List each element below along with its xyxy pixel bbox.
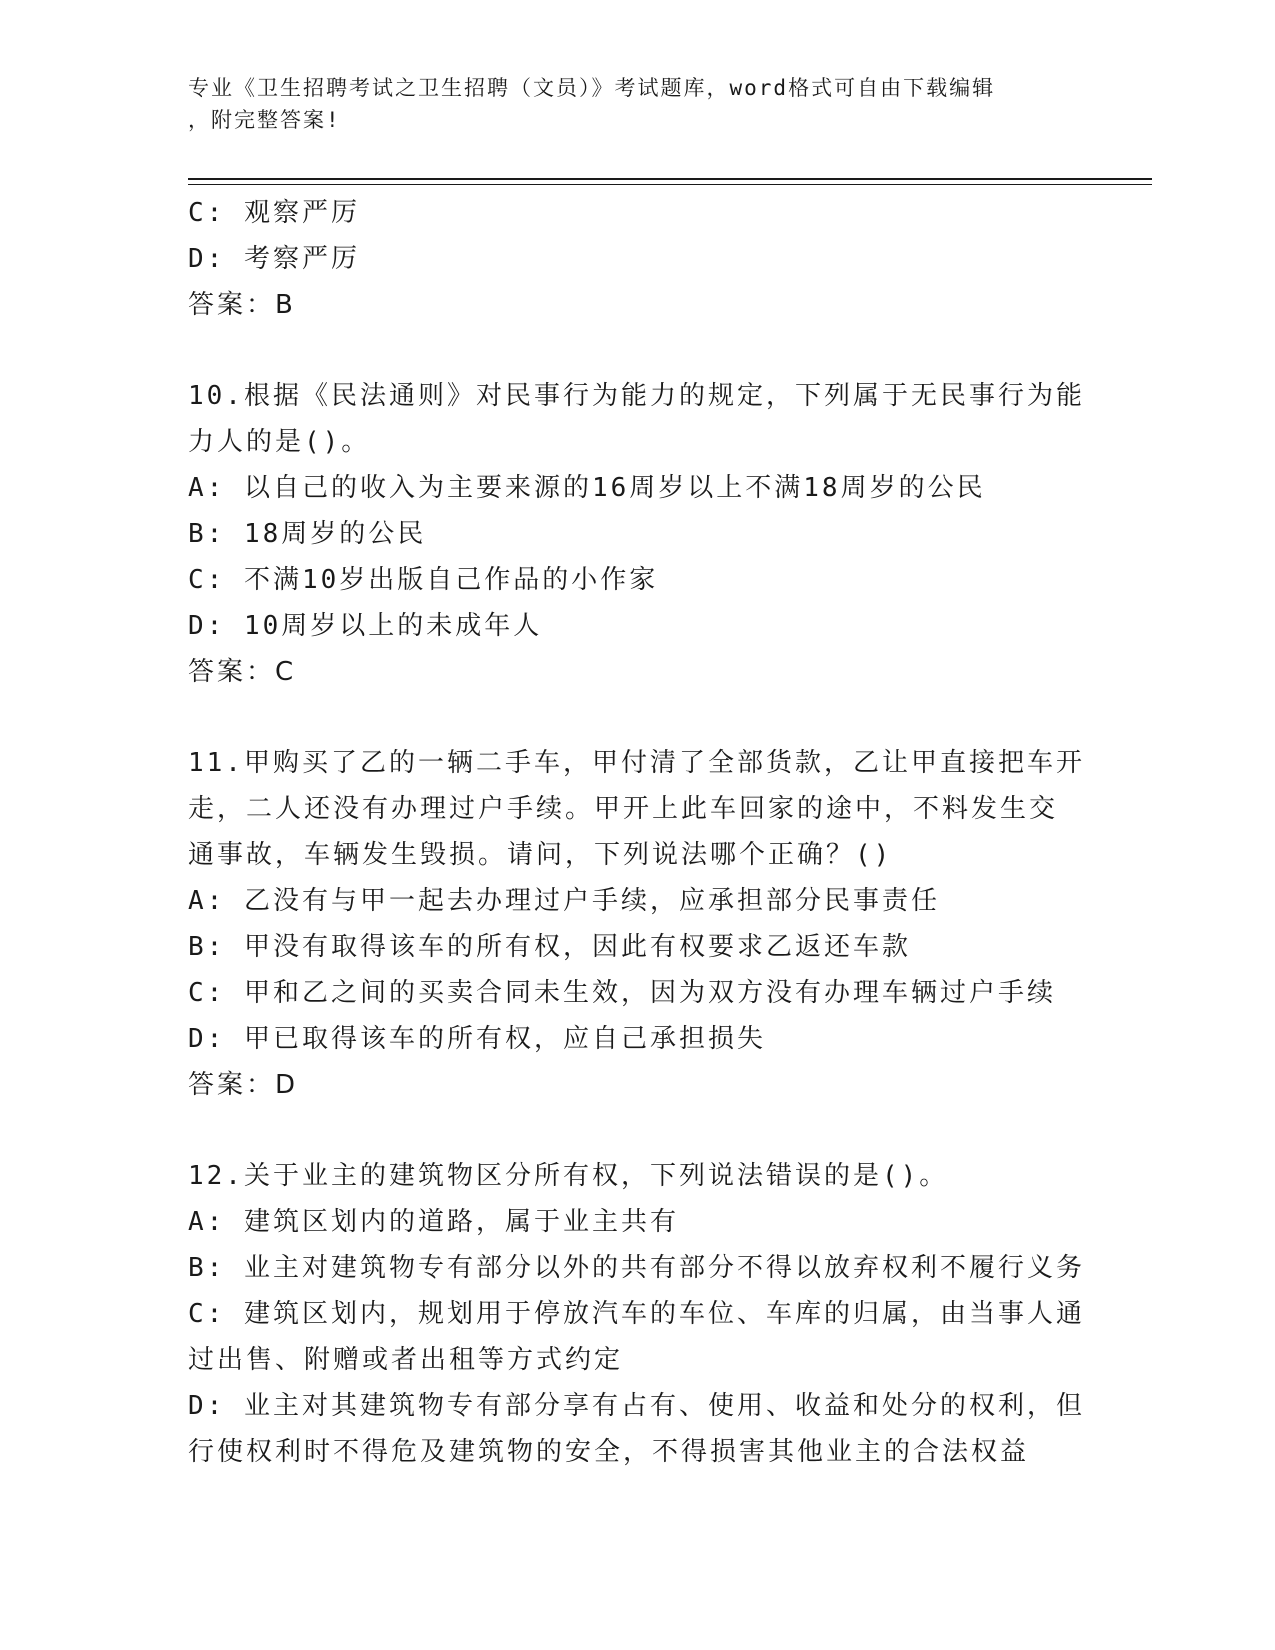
stem-line: 12.关于业主的建筑物区分所有权，下列说法错误的是()。 — [188, 1161, 949, 1191]
option-c-continued: 过出售、附赠或者出租等方式约定 — [188, 1345, 624, 1375]
option-b: B: 18周岁的公民 — [188, 519, 427, 549]
header-title-line-2: ，附完整答案! — [188, 108, 341, 132]
option-d: D: 甲已取得该车的所有权，应自己承担损失 — [188, 1024, 766, 1054]
answer-line: 答案：D — [188, 1070, 299, 1100]
option-c: C: 观察严厉 — [188, 198, 360, 228]
option-b: B: 业主对建筑物专有部分以外的共有部分不得以放弃权利不履行义务 — [188, 1253, 1085, 1283]
header-rule-thin — [188, 184, 1152, 185]
spacer — [188, 1108, 1088, 1153]
header-rule-thick — [188, 178, 1152, 180]
option-b: B: 甲没有取得该车的所有权，因此有权要求乙返还车款 — [188, 932, 911, 962]
option-d: D: 业主对其建筑物专有部分享有占有、使用、收益和处分的权利，但 — [188, 1391, 1085, 1421]
header-title-line-1: 专业《卫生招聘考试之卫生招聘（文员）》考试题库，word格式可自由下载编辑 — [188, 76, 996, 100]
option-a: A: 以自己的收入为主要来源的16周岁以上不满18周岁的公民 — [188, 473, 986, 503]
option-a: A: 建筑区划内的道路，属于业主共有 — [188, 1207, 679, 1237]
stem-line: 11.甲购买了乙的一辆二手车，甲付清了全部货款，乙让甲直接把车开 — [188, 748, 1085, 778]
option-c: C: 甲和乙之间的买卖合同未生效，因为双方没有办理车辆过户手续 — [188, 978, 1056, 1008]
page-header — [188, 72, 1068, 136]
question-stem — [188, 740, 1088, 878]
option-c: C: 建筑区划内，规划用于停放汽车的车位、车库的归属，由当事人通 — [188, 1299, 1085, 1329]
stem-line: 走，二人还没有办理过户手续。甲开上此车回家的途中，不料发生交 — [188, 794, 1059, 824]
answer-line: 答案：B — [188, 290, 296, 320]
question-stem — [188, 373, 1088, 465]
prev-question-block — [188, 190, 1088, 328]
question-10 — [188, 373, 1088, 695]
question-stem — [188, 1153, 1088, 1199]
stem-line: 通事故，车辆发生毁损。请问，下列说法哪个正确？() — [188, 840, 893, 870]
option-a: A: 乙没有与甲一起去办理过户手续，应承担部分民事责任 — [188, 886, 940, 916]
question-11 — [188, 740, 1088, 1108]
option-c: C: 不满10岁出版自己作品的小作家 — [188, 565, 659, 595]
stem-line: 力人的是()。 — [188, 427, 371, 457]
option-d: D: 考察严厉 — [188, 244, 360, 274]
answer-line: 答案：C — [188, 657, 297, 687]
question-12 — [188, 1153, 1088, 1475]
spacer — [188, 328, 1088, 373]
option-d-continued: 行使权利时不得危及建筑物的安全，不得损害其他业主的合法权益 — [188, 1437, 1030, 1467]
option-d: D: 10周岁以上的未成年人 — [188, 611, 543, 641]
exam-content — [188, 190, 1088, 1475]
stem-line: 10.根据《民法通则》对民事行为能力的规定，下列属于无民事行为能 — [188, 381, 1085, 411]
spacer — [188, 695, 1088, 740]
